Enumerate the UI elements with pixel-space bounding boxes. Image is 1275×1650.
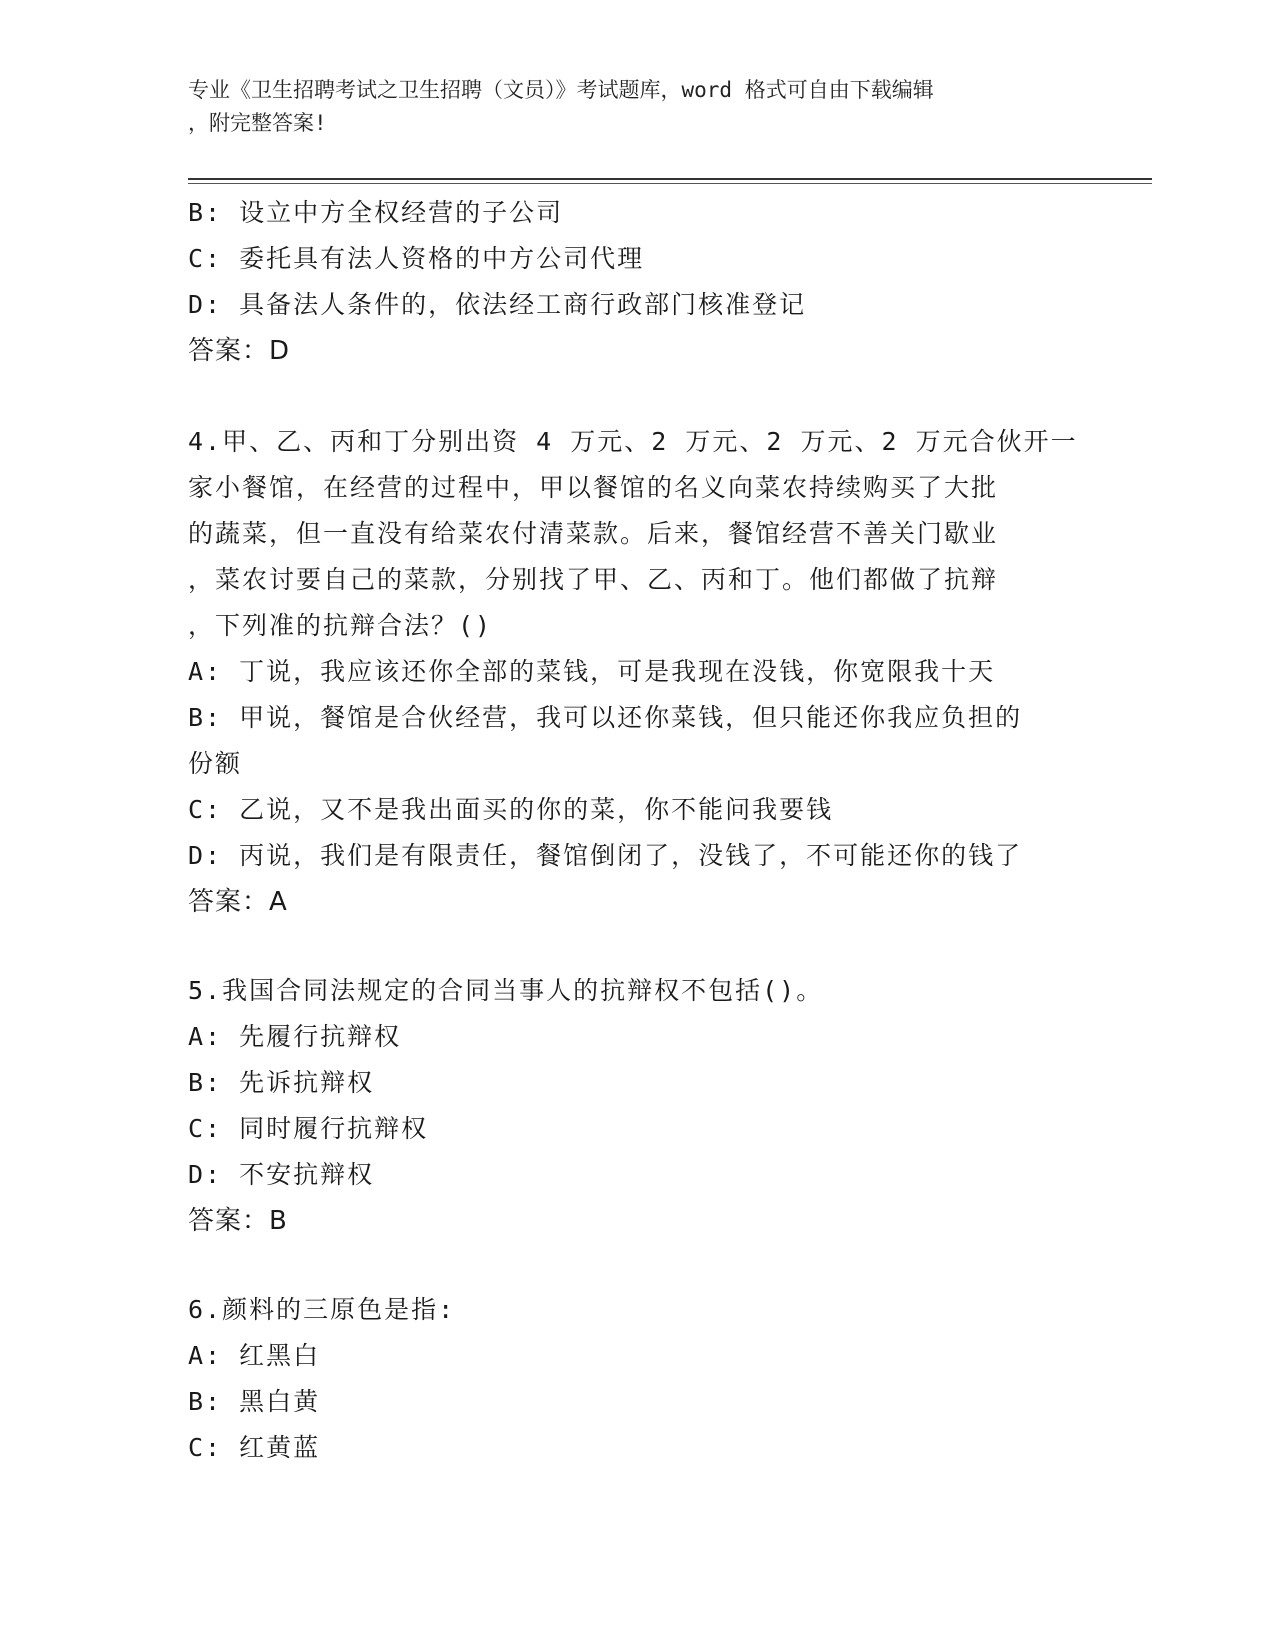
q4-option-c: C: 乙说，又不是我出面买的你的菜，你不能问我要钱 (188, 795, 834, 824)
document-body (188, 190, 1088, 1471)
q3-option-c: C: 委托具有法人资格的中方公司代理 (188, 244, 645, 273)
q3-answer: 答案：D (188, 336, 291, 366)
q4-stem-line-4: ，菜农讨要自己的菜款，分别找了甲、乙、丙和丁。他们都做了抗辩 (188, 565, 999, 594)
q4-stem-line-5: ，下列准的抗辩合法？() (188, 611, 493, 640)
question-6 (188, 1287, 1088, 1471)
q6-stem: 6.颜料的三原色是指: (188, 1295, 456, 1324)
q4-option-a: A: 丁说，我应该还你全部的菜钱，可是我现在没钱，你宽限我十天 (188, 657, 996, 686)
q3-option-b: B: 设立中方全权经营的子公司 (188, 198, 564, 227)
q6-option-b: B: 黑白黄 (188, 1387, 321, 1416)
q4-answer: 答案：A (188, 887, 288, 917)
question-4 (188, 419, 1088, 925)
q5-option-c: C: 同时履行抗辩权 (188, 1114, 429, 1143)
header-divider-thick (188, 178, 1152, 180)
header-divider-thin (188, 183, 1152, 184)
q4-option-d: D: 丙说，我们是有限责任，餐馆倒闭了，没钱了，不可能还你的钱了 (188, 841, 1023, 870)
header-line-1: 专业《卫生招聘考试之卫生招聘（文员）》考试题库，word 格式可自由下载编辑 (188, 78, 934, 102)
header-line-2: ，附完整答案! (188, 111, 327, 135)
q3-option-d: D: 具备法人条件的，依法经工商行政部门核准登记 (188, 290, 807, 319)
q6-option-a: A: 红黑白 (188, 1341, 321, 1370)
q4-stem-line-1: 4.甲、乙、丙和丁分别出资 4 万元、2 万元、2 万元、2 万元合伙开一 (188, 427, 1078, 456)
document-header (188, 74, 1088, 140)
question-3 (188, 190, 1088, 374)
q5-option-a: A: 先履行抗辩权 (188, 1022, 402, 1051)
q6-option-c: C: 红黄蓝 (188, 1433, 321, 1462)
q5-stem: 5.我国合同法规定的合同当事人的抗辩权不包括()。 (188, 976, 824, 1005)
q4-option-b-cont: 份额 (188, 749, 243, 778)
q5-option-b: B: 先诉抗辩权 (188, 1068, 375, 1097)
q5-option-d: D: 不安抗辩权 (188, 1160, 375, 1189)
q5-answer: 答案：B (188, 1206, 288, 1236)
question-5 (188, 968, 1088, 1244)
q4-stem-line-2: 家小餐馆，在经营的过程中，甲以餐馆的名义向菜农持续购买了大批 (188, 473, 999, 502)
q4-stem-line-3: 的蔬菜，但一直没有给菜农付清菜款。后来，餐馆经营不善关门歇业 (188, 519, 999, 548)
q4-option-b: B: 甲说，餐馆是合伙经营，我可以还你菜钱，但只能还你我应负担的 (188, 703, 1023, 732)
